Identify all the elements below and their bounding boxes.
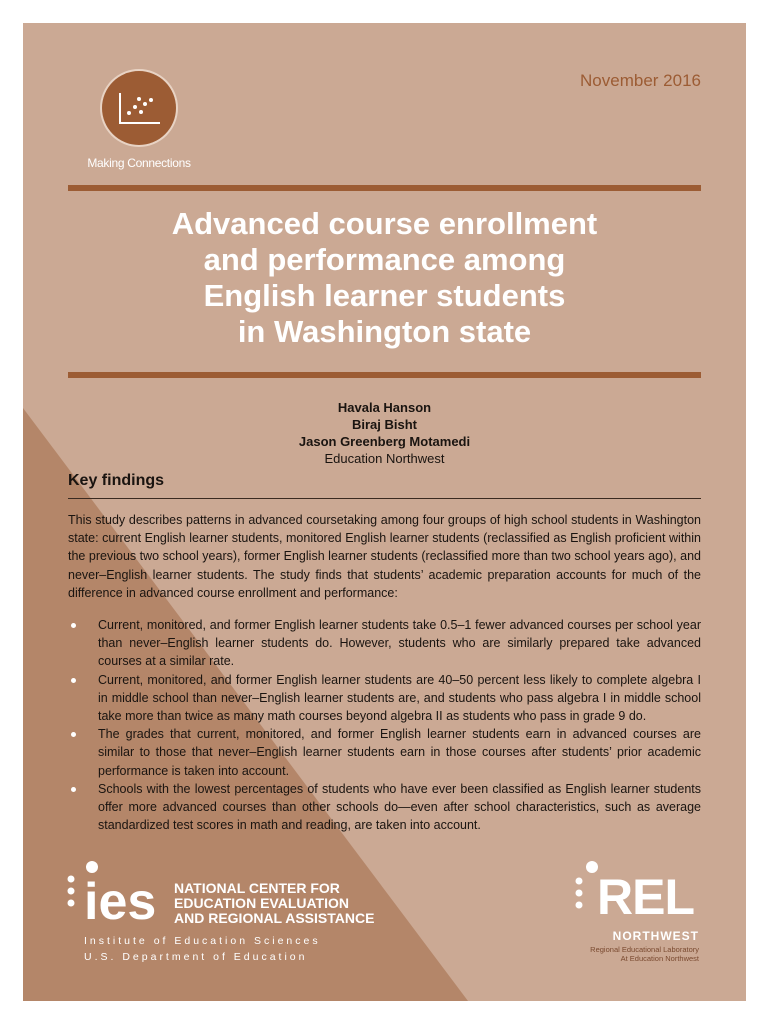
rel-northwest-logo <box>575 859 705 969</box>
bullet-icon <box>71 623 76 628</box>
ies-wordmark <box>66 859 171 925</box>
rel-wordmark: REL <box>597 869 694 925</box>
svg-text:ies: ies <box>84 873 157 925</box>
finding-text: The grades that current, monitored, and former English learner students earn in advanced courses are similar to those that never–English learner students earn in those courses after students’ prior academic performance is taken into account. <box>98 727 701 778</box>
bullet-icon <box>71 787 76 792</box>
rel-subtitle-line: Regional Educational Laboratory <box>590 945 699 954</box>
bullet-icon <box>71 732 76 737</box>
title-line: in Washington state <box>237 314 532 349</box>
author-name: Havala Hanson <box>337 400 432 415</box>
ies-center-name <box>174 881 374 926</box>
key-findings-intro: This study describes patterns in advanced coursetaking among four groups of high school students in Washington state: current English learner students, monitored English learner students (reclassified as English proficient within the previous two school years), former English learner students (reclassified more than two school years ago), and never–English learner students. The study finds that students’ academic preparation accounts for much of the difference in advanced course enrollment and performance: <box>68 513 701 600</box>
title-line: and performance among <box>203 242 566 277</box>
top-divider <box>68 185 701 191</box>
findings-list <box>68 616 701 834</box>
ies-center-line: EDUCATION EVALUATION <box>174 895 349 911</box>
finding-text: Current, monitored, and former English learner students take 0.5–1 fewer advanced courses per school year than never–English learner students do. However, students who are similarly prepared take advanced courses at a similar rate. <box>98 618 701 669</box>
report-cover <box>23 23 746 1001</box>
scatter-plot-icon <box>102 71 176 145</box>
author-organization: Education Northwest <box>324 451 445 466</box>
title-line: English learner students <box>203 278 566 313</box>
author-block <box>68 399 701 467</box>
ies-institute-line: Institute of Education Sciences <box>84 935 321 947</box>
title-line: Advanced course enrollment <box>171 206 598 241</box>
making-connections-logo <box>102 71 176 145</box>
rel-region: NORTHWEST <box>612 929 699 943</box>
author-name: Jason Greenberg Motamedi <box>298 434 471 449</box>
ies-logo <box>66 859 376 969</box>
report-title <box>68 206 701 350</box>
publication-date: November 2016 <box>580 71 701 90</box>
bottom-divider <box>68 372 701 378</box>
author-name: Biraj Bisht <box>351 417 417 432</box>
series-name: Making Connections <box>87 156 191 170</box>
finding-text: Schools with the lowest percentages of students who have ever been classified as English learner students offer more advanced courses than other schools do—even after school characteristics, such as average standardized test scores in math and reading, are taken into account. <box>98 781 701 833</box>
ies-institute <box>84 933 321 965</box>
finding-text: Current, monitored, and former English learner students are 40–50 percent less likely to complete algebra I in middle school than never–English learner students are, and students who pass algebra I in middle school take more than twice as many math courses beyond algebra II as students who pass in grade 9 do. <box>98 672 701 724</box>
ies-institute-line: U.S. Department of Education <box>84 951 308 963</box>
finding-item <box>68 780 701 835</box>
finding-item <box>68 616 701 671</box>
finding-item <box>68 671 701 726</box>
rel-subtitle-line: At Education Northwest <box>620 954 699 963</box>
key-findings-heading: Key findings <box>68 472 165 489</box>
key-findings-rule <box>68 498 701 499</box>
finding-item <box>68 725 701 780</box>
rel-dots <box>575 859 599 925</box>
ies-center-line: NATIONAL CENTER FOR <box>174 880 340 896</box>
rel-subtitle <box>575 945 699 963</box>
ies-center-line: AND REGIONAL ASSISTANCE <box>174 910 375 926</box>
bullet-icon <box>71 678 76 683</box>
